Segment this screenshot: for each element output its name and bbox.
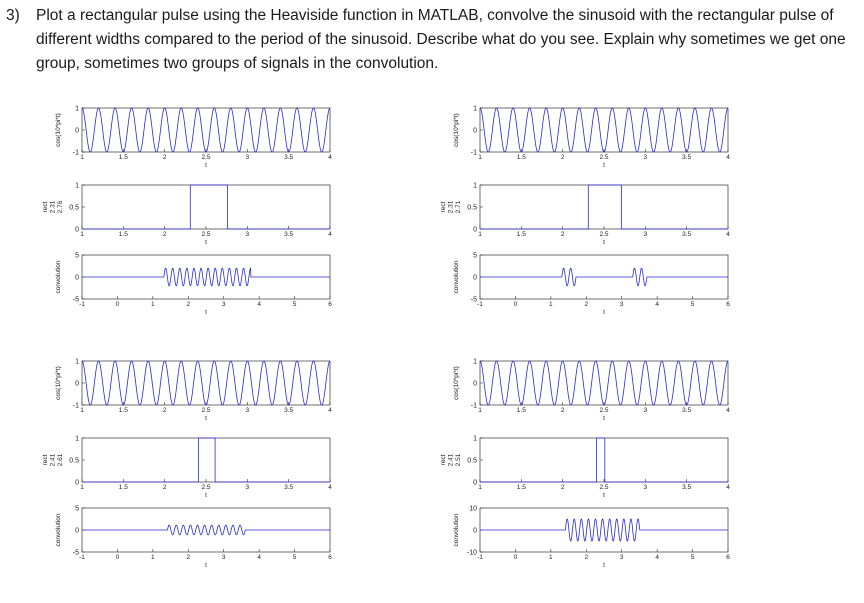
x-tick-label: 2	[560, 407, 565, 414]
x-tick-label: 4	[655, 301, 659, 308]
subplot-2	[42, 436, 332, 500]
question-number: 3)	[6, 7, 20, 24]
x-tick-label: 2	[560, 231, 565, 238]
axes-frame	[480, 438, 728, 482]
x-tick-label: 1	[478, 231, 482, 238]
y-tick-label: 0.5	[69, 204, 79, 212]
x-tick-label: 2	[162, 231, 167, 238]
y-tick-label: 1	[75, 358, 79, 366]
x-tick-label: 5	[292, 554, 297, 561]
x-tick-label: 1	[80, 154, 84, 161]
x-tick-label: -1	[79, 301, 85, 308]
x-tick-label: 6	[726, 301, 730, 308]
x-tick-label: 3.5	[682, 231, 692, 238]
x-tick-label: 0	[115, 554, 120, 561]
y-tick-label: -1	[470, 402, 477, 410]
figure-3	[40, 353, 340, 598]
x-tick-label: 1	[478, 154, 482, 161]
y-tick-label: -1	[72, 149, 79, 157]
y-axis-label-line: 2.71	[455, 200, 462, 214]
subplot-1	[55, 359, 332, 423]
subplot-3	[55, 506, 332, 570]
x-tick-label: 3	[221, 554, 226, 561]
x-tick-label: 4	[328, 484, 332, 491]
x-tick-label: -1	[477, 301, 483, 308]
y-axis-label-line: rect	[42, 201, 49, 213]
y-tick-label: 10	[469, 505, 477, 513]
y-tick-label: 0	[473, 479, 477, 487]
y-axis-label-line: rect	[42, 454, 49, 466]
x-axis-label: t	[205, 562, 207, 569]
y-tick-label: 1	[473, 182, 477, 190]
x-tick-label: 2	[162, 484, 167, 491]
x-tick-label: 2.5	[599, 484, 609, 491]
x-tick-label: 2.5	[201, 231, 211, 238]
x-axis-label: t	[603, 162, 605, 169]
subplot-1	[55, 106, 332, 170]
x-tick-label: 1.5	[118, 154, 128, 161]
x-tick-label: 4	[328, 154, 332, 161]
x-tick-label: 3.5	[284, 484, 294, 491]
x-tick-label: 1.5	[516, 407, 526, 414]
y-axis-label: convolution	[55, 513, 62, 547]
x-tick-label: 3	[643, 407, 648, 414]
y-axis-label-line: 2.41	[49, 453, 57, 467]
y-tick-label: 1	[473, 435, 477, 443]
axes-frame	[82, 438, 330, 482]
x-tick-label: 4	[655, 554, 659, 561]
y-tick-label: 0	[473, 127, 477, 135]
y-axis-label: cos(10*pi*t)	[453, 113, 460, 147]
y-tick-label: 0	[75, 274, 79, 282]
y-axis-label: convolution	[55, 260, 62, 294]
y-tick-label: -5	[72, 549, 79, 557]
x-tick-label: 1	[151, 554, 155, 561]
y-axis-label: cos(10*pi*t)	[453, 366, 460, 400]
x-tick-label: 3.5	[284, 231, 294, 238]
x-tick-label: 6	[726, 554, 730, 561]
y-axis-label-line: 2.61	[57, 453, 64, 467]
x-tick-label: -1	[79, 554, 85, 561]
x-tick-label: 1	[80, 407, 84, 414]
y-axis-label: cos(10*pi*t)	[55, 113, 62, 147]
y-tick-label: -1	[470, 149, 477, 157]
x-tick-label: 1.5	[118, 407, 128, 414]
x-tick-label: -1	[477, 554, 483, 561]
subplot-2	[440, 183, 730, 247]
x-tick-label: 5	[292, 301, 297, 308]
x-tick-label: 2.5	[599, 231, 609, 238]
y-tick-label: 0	[473, 274, 477, 282]
y-tick-label: 0	[75, 127, 79, 135]
x-tick-label: 1	[549, 301, 553, 308]
x-tick-label: 6	[328, 554, 332, 561]
y-tick-label: 0	[473, 380, 477, 388]
x-axis-label: t	[205, 309, 207, 316]
x-tick-label: 1.5	[118, 484, 128, 491]
x-tick-label: 1	[549, 554, 553, 561]
figure-2	[438, 100, 738, 345]
figure-1	[40, 100, 340, 345]
x-tick-label: 3	[221, 301, 226, 308]
x-tick-label: 0	[115, 301, 120, 308]
x-tick-label: 2	[162, 407, 167, 414]
y-axis-label-line: 2.31	[447, 200, 455, 214]
x-tick-label: 4	[726, 484, 730, 491]
y-tick-label: 5	[75, 505, 79, 513]
y-tick-label: 1	[75, 182, 79, 190]
x-tick-label: 2	[186, 554, 191, 561]
x-axis-label: t	[603, 239, 605, 246]
subplot-2	[440, 436, 730, 500]
x-tick-label: 1.5	[516, 231, 526, 238]
x-tick-label: 3	[643, 154, 648, 161]
x-axis-label: t	[603, 415, 605, 422]
y-tick-label: 0	[473, 226, 477, 234]
x-axis-label: t	[205, 492, 207, 499]
figure-4	[438, 353, 738, 598]
y-tick-label: -10	[466, 549, 477, 557]
y-axis-label: convolution	[453, 260, 460, 294]
x-tick-label: 3	[619, 554, 624, 561]
y-axis-label-line: 2.31	[49, 200, 57, 214]
x-tick-label: 5	[690, 554, 695, 561]
x-tick-label: 2.5	[201, 154, 211, 161]
x-axis-label: t	[603, 562, 605, 569]
y-tick-label: 0	[75, 479, 79, 487]
x-tick-label: 2	[584, 301, 589, 308]
x-tick-label: 5	[690, 301, 695, 308]
y-tick-label: -5	[72, 296, 79, 304]
y-axis-label-line: 2.51	[455, 453, 462, 467]
x-tick-label: 1.5	[118, 231, 128, 238]
y-axis-label-line: rect	[440, 201, 447, 213]
x-tick-label: 4	[726, 231, 730, 238]
figure-1-svg	[40, 100, 340, 345]
y-tick-label: -1	[72, 402, 79, 410]
x-tick-label: 2	[162, 154, 167, 161]
x-axis-label: t	[603, 309, 605, 316]
x-tick-label: 3.5	[682, 154, 692, 161]
x-tick-label: 4	[726, 407, 730, 414]
x-tick-label: 3	[245, 231, 250, 238]
figure-4-svg	[438, 353, 738, 598]
subplot-2	[42, 183, 332, 247]
x-tick-label: 4	[328, 231, 332, 238]
x-tick-label: 1	[80, 484, 84, 491]
axes-frame	[82, 185, 330, 229]
y-tick-label: 1	[75, 105, 79, 113]
x-tick-label: 1	[80, 231, 84, 238]
subplot-1	[453, 106, 730, 170]
x-tick-label: 4	[328, 407, 332, 414]
x-tick-label: 1	[478, 407, 482, 414]
x-tick-label: 2	[186, 301, 191, 308]
x-tick-label: 3.5	[284, 407, 294, 414]
x-tick-label: 2	[560, 154, 565, 161]
y-tick-label: 1	[473, 105, 477, 113]
x-tick-label: 2	[560, 484, 565, 491]
figure-2-svg	[438, 100, 738, 345]
x-tick-label: 2.5	[201, 484, 211, 491]
x-tick-label: 3	[643, 484, 648, 491]
subplot-3	[453, 506, 730, 570]
x-tick-label: 3	[245, 407, 250, 414]
y-tick-label: 5	[75, 252, 79, 260]
x-tick-label: 3	[619, 301, 624, 308]
y-tick-label: 0.5	[69, 457, 79, 465]
y-tick-label: 0	[75, 226, 79, 234]
x-tick-label: 2.5	[599, 154, 609, 161]
x-tick-label: 0	[513, 554, 518, 561]
y-tick-label: -5	[470, 296, 477, 304]
y-tick-label: 0.5	[467, 457, 477, 465]
axes-frame	[480, 185, 728, 229]
x-tick-label: 6	[328, 301, 332, 308]
y-tick-label: 0	[75, 527, 79, 535]
subplot-3	[453, 253, 730, 317]
y-tick-label: 0	[75, 380, 79, 388]
question	[6, 4, 856, 76]
x-tick-label: 1	[478, 484, 482, 491]
figure-3-svg	[40, 353, 340, 598]
subplot-1	[453, 359, 730, 423]
y-axis-label: convolution	[453, 513, 460, 547]
x-tick-label: 1.5	[516, 484, 526, 491]
question-text: Plot a rectangular pulse using the Heaviside function in MATLAB, convolve the sinusoid with the rectangular pulse of different widths compared to the period of the sinusoid. Describe what do you see. Explain why sometimes we get one group, sometimes two groups of signals in the convolution.	[36, 7, 846, 72]
x-tick-label: 4	[257, 301, 261, 308]
subplot-3	[55, 253, 332, 317]
x-tick-label: 1	[151, 301, 155, 308]
y-axis-label-line: 2.41	[447, 453, 455, 467]
x-tick-label: 3	[245, 484, 250, 491]
x-tick-label: 3	[643, 231, 648, 238]
x-tick-label: 3.5	[682, 407, 692, 414]
x-tick-label: 3.5	[284, 154, 294, 161]
x-tick-label: 4	[726, 154, 730, 161]
x-axis-label: t	[205, 162, 207, 169]
y-tick-label: 0.5	[467, 204, 477, 212]
y-axis-label: cos(10*pi*t)	[55, 366, 62, 400]
y-tick-label: 1	[75, 435, 79, 443]
x-tick-label: 3.5	[682, 484, 692, 491]
y-tick-label: 5	[473, 252, 477, 260]
x-tick-label: 2	[584, 554, 589, 561]
x-tick-label: 0	[513, 301, 518, 308]
x-tick-label: 3	[245, 154, 250, 161]
x-tick-label: 1.5	[516, 154, 526, 161]
y-tick-label: 1	[473, 358, 477, 366]
x-axis-label: t	[205, 415, 207, 422]
y-axis-label-line: rect	[440, 454, 447, 466]
x-tick-label: 2.5	[599, 407, 609, 414]
x-tick-label: 2.5	[201, 407, 211, 414]
x-axis-label: t	[205, 239, 207, 246]
y-tick-label: 0	[473, 527, 477, 535]
y-axis-label-line: 2.76	[57, 200, 64, 214]
x-axis-label: t	[603, 492, 605, 499]
x-tick-label: 4	[257, 554, 261, 561]
